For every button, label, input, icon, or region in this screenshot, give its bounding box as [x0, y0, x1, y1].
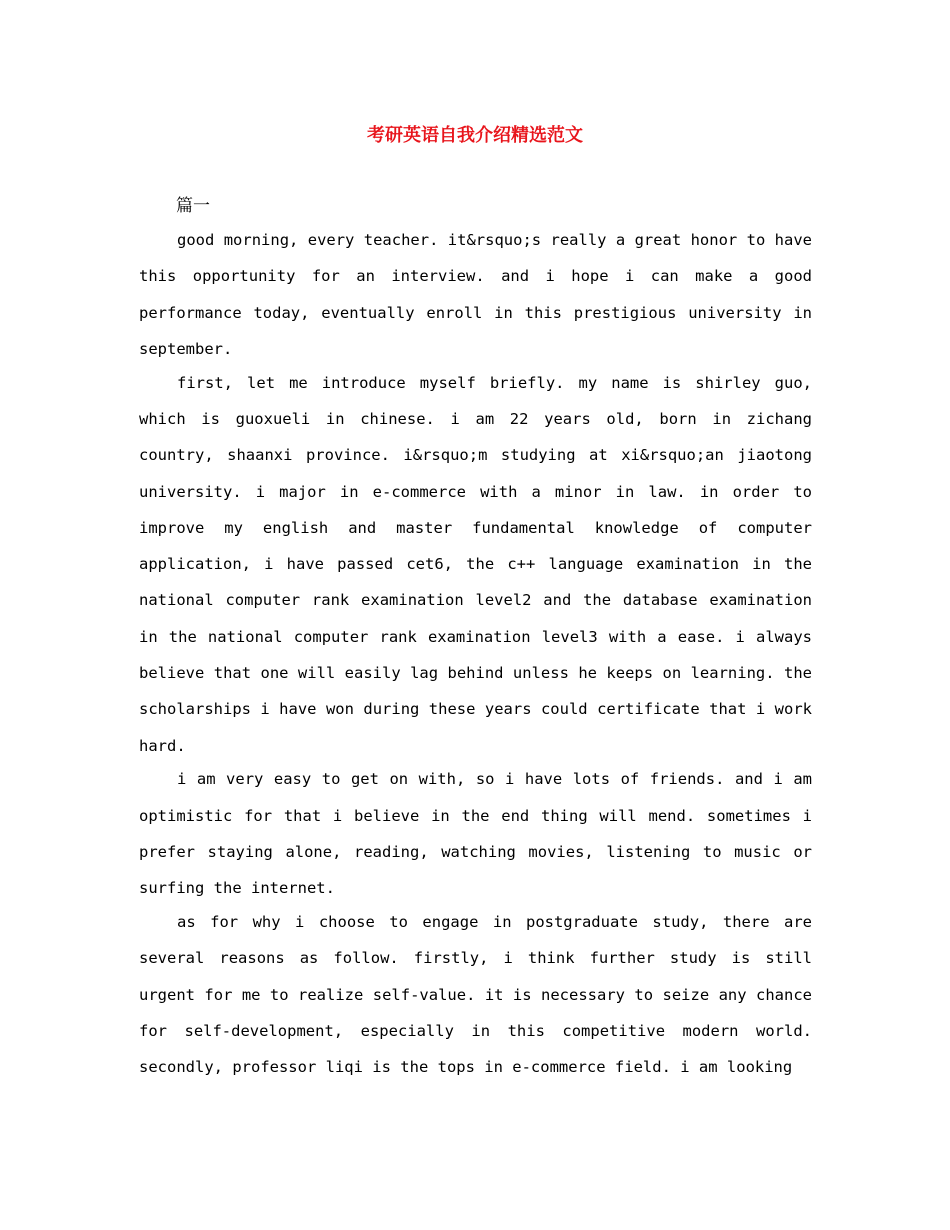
paragraph: good morning, every teacher. it&rsquo;s really a great honor to have this opportunity for an interview. and i hope i can make a good performance today, eventually enroll in this prestigious university in september. — [139, 231, 812, 358]
paragraph: as for why i choose to engage in postgraduate study, there are several reasons as follow. firstly, i think further study is still urgent for me to realize self-value. it is necessary to seize any chance for self-development, especially in this competitive modern world. secondly, professor liqi is the tops in e-commerce field. i am looking — [139, 913, 812, 1077]
paragraph: i am very easy to get on with, so i have lots of friends. and i am optimistic for that i believe in the end thing will mend. sometimes i prefer staying alone, reading, watching movies, listening to music or surfing the internet. — [139, 770, 812, 898]
section-label: 篇一 — [176, 196, 210, 216]
document-title: 考研英语自我介绍精选范文 — [367, 125, 583, 146]
paragraph: first, let me introduce myself briefly. my name is shirley guo, which is guoxueli in chinese. i am 22 years old, born in zichang country, shaanxi province. i&rsquo;m studying at xi&rsquo;an jiaotong university. i major in e-commerce with a minor in law. in order to improve my english and master fundamental knowledge of computer application, i have passed cet6, the c++ language examination in the national computer rank examination level2 and the database examination in the national computer rank examination level3 with a ease. i always believe that one will easily lag behind unless he keeps on learning. the scholarships i have won during these years could certificate that i work hard. — [139, 373, 812, 755]
body-text — [139, 222, 812, 1083]
